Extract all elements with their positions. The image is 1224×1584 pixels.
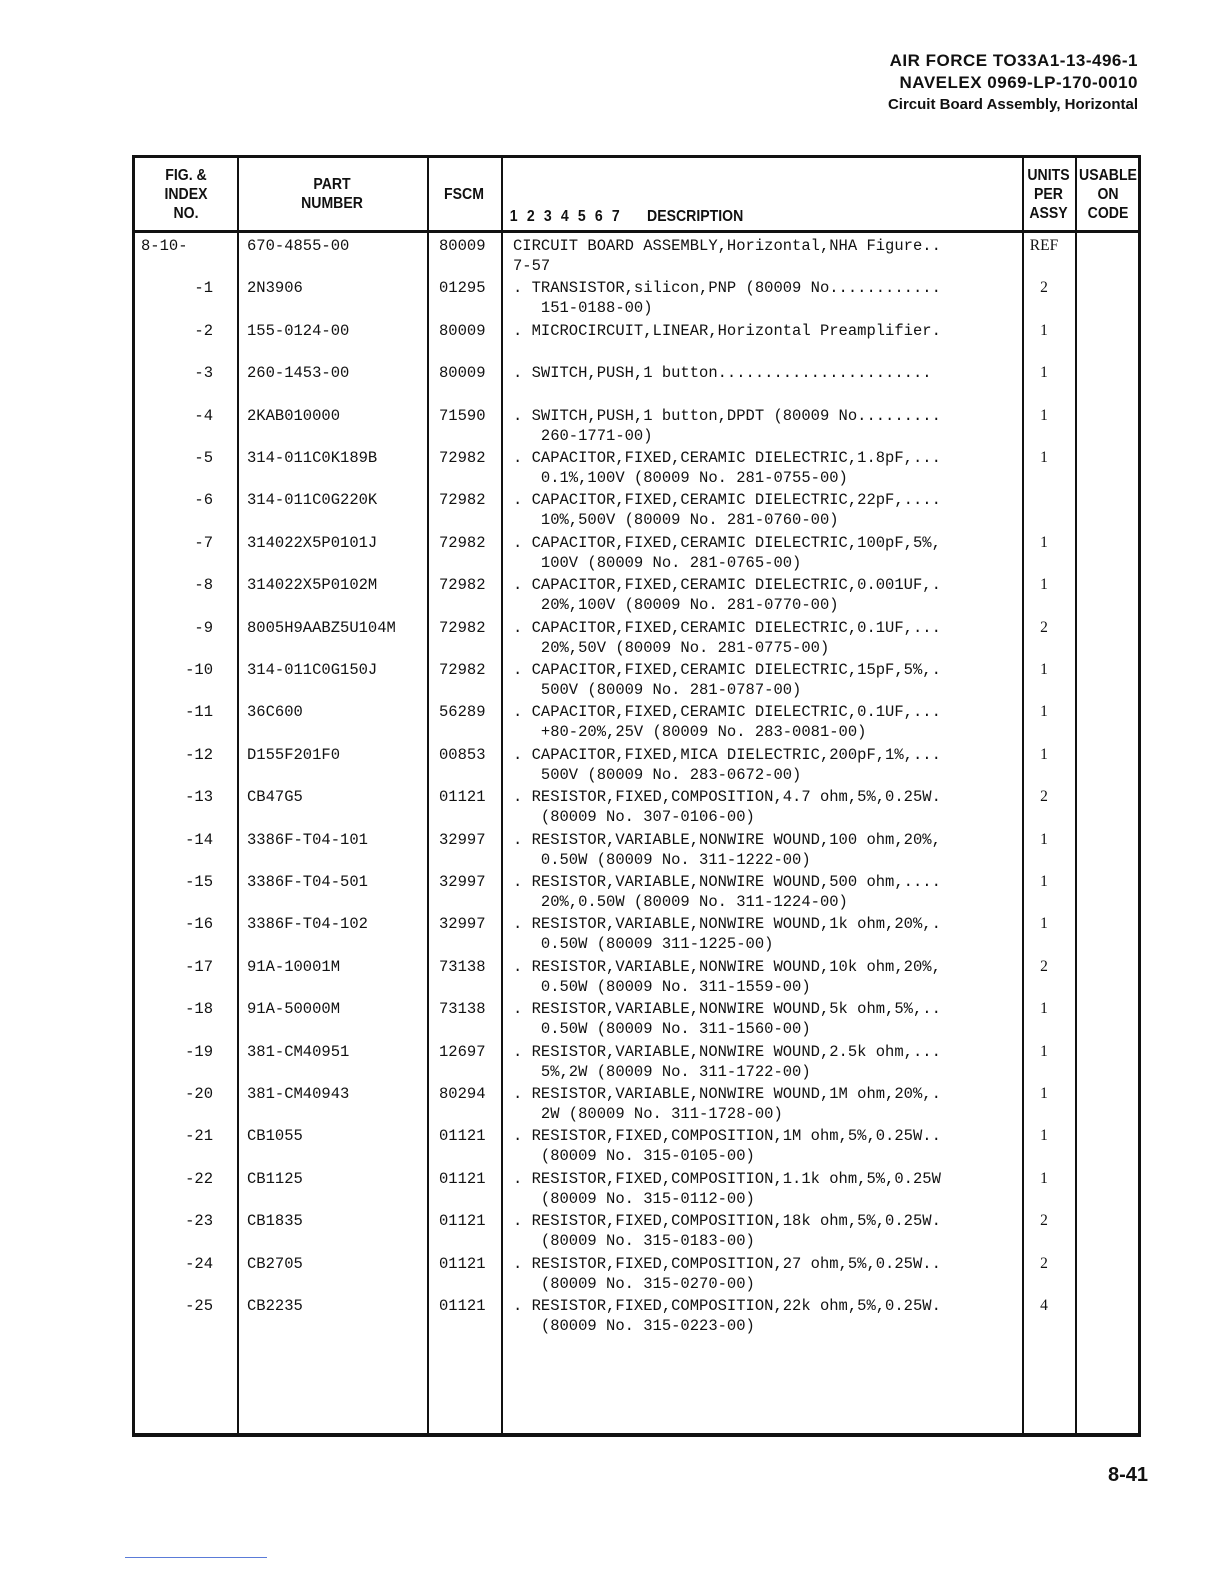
description [513,236,1013,276]
table-row [135,914,1138,956]
description-line: . TRANSISTOR,silicon,PNP (80009 No............ [513,279,941,298]
units-per-assy: 1 [1040,1000,1048,1018]
description [513,618,1013,658]
description [513,406,1013,446]
table-row [135,702,1138,744]
units-per-assy: REF [1029,237,1059,254]
description-line: 500V (80009 No. 281-0787-00) [513,681,802,699]
index-no: -22 [185,1169,213,1188]
part-number: 155-0124-00 [247,321,350,340]
description [513,321,1013,341]
description-line: 2W (80009 No. 311-1728-00) [513,1105,783,1123]
fscm-code: 72982 [439,491,486,510]
document-header [888,50,1138,116]
description-line: 0.50W (80009 No. 311-1559-00) [513,977,811,996]
units-per-assy: 1 [1040,449,1048,466]
description [513,1296,1013,1336]
description-line: . RESISTOR,VARIABLE,NONWIRE WOUND,10k ohm,20%, [513,957,941,976]
description-line: 20%,50V (80009 No. 281-0775-00) [513,638,830,657]
table-row [135,533,1138,575]
description-line: . RESISTOR,FIXED,COMPOSITION,27 ohm,5%,0.25W.. [513,1254,941,1273]
description-line: . CAPACITOR,FIXED,CERAMIC DIELECTRIC,0.1UF,... [513,618,941,637]
part-number: CB1125 [247,1169,303,1188]
col-part-line2: NUMBER [301,195,363,212]
table-row [135,660,1138,702]
description-line: . SWITCH,PUSH,1 button,DPDT (80009 No......... [513,406,941,425]
table-row [135,872,1138,914]
index-no: -23 [185,1212,213,1231]
fscm-code: 73138 [439,957,486,976]
units-per-assy: 4 [1040,1297,1048,1314]
col-units-line2: PER [1034,185,1063,203]
part-number: CB1055 [247,1127,303,1146]
col-part-line1: PART [313,176,351,193]
description-line: . RESISTOR,VARIABLE,NONWIRE WOUND,500 ohm,.... [513,873,941,891]
description-line: 151-0188-00) [513,299,653,318]
index-no: 8-10- [141,237,188,255]
part-number: 381-CM40951 [247,1042,350,1061]
header-line-1: AIR FORCE TO33A1-13-496-1 [889,51,1138,70]
index-no: -3 [194,364,213,383]
index-no: -4 [194,406,213,425]
description [513,872,1013,912]
description [513,448,1013,488]
page-number: 8-41 [1108,1464,1149,1486]
table-row [135,278,1138,320]
index-no: -25 [185,1297,213,1315]
part-number: CB2705 [247,1254,303,1273]
part-number: D155F201F0 [247,745,341,764]
description-line: . RESISTOR,VARIABLE,NONWIRE WOUND,1k ohm,20%,. [513,915,941,934]
part-number: 314-011C0G220K [247,491,378,510]
fscm-code: 72982 [439,661,486,679]
description [513,702,1013,742]
part-number: 3386F-T04-101 [247,830,368,849]
fscm-code: 01121 [439,1212,486,1231]
units-per-assy: 2 [1040,279,1048,297]
index-no: -10 [185,661,213,679]
description [513,957,1013,997]
units-per-assy: 1 [1040,1127,1048,1145]
description-line: 500V (80009 No. 283-0672-00) [513,765,802,784]
index-no: -19 [185,1042,213,1061]
table-row [135,406,1138,448]
fscm-code: 01121 [439,1169,486,1188]
index-no: -12 [185,745,213,764]
fscm-code: 56289 [439,703,486,722]
fscm-code: 32997 [439,830,486,849]
description-line: . CAPACITOR,FIXED,CERAMIC DIELECTRIC,100pF,5%, [513,533,941,552]
units-per-assy: 2 [1040,618,1048,636]
col-usable-line3: CODE [1087,204,1129,222]
table-row [135,236,1138,278]
description [513,745,1013,785]
description-line: . CAPACITOR,FIXED,CERAMIC DIELECTRIC,1.8pF,... [513,449,941,467]
description-line: (80009 No. 307-0106-00) [513,808,755,827]
description [513,575,1013,615]
units-per-assy: 2 [1040,957,1048,975]
part-number: 314-011C0G150J [247,661,378,679]
part-number: 260-1453-00 [247,364,350,383]
index-no: -2 [194,321,213,340]
units-per-assy: 2 [1040,1212,1048,1230]
description-line: 0.50W (80009 No. 311-1560-00) [513,1020,811,1039]
fscm-code: 80009 [439,237,486,255]
description [513,1126,1013,1166]
description-line: 10%,500V (80009 No. 281-0760-00) [513,511,839,530]
col-fig-line2: INDEX [164,185,208,203]
units-per-assy: 1 [1040,915,1048,933]
fscm-code: 01121 [439,1254,486,1273]
part-number: 314022X5P0101J [247,533,378,552]
fscm-code: 80009 [439,321,486,340]
description-line: CIRCUIT BOARD ASSEMBLY,Horizontal,NHA Figure.. [513,237,941,255]
col-part-number [248,158,415,230]
description-line: . RESISTOR,FIXED,COMPOSITION,22k ohm,5%,0.25W. [513,1297,941,1315]
index-no: -13 [185,788,213,807]
index-no: -17 [185,957,213,976]
table-row [135,1042,1138,1084]
part-number: 3386F-T04-102 [247,915,368,934]
description [513,1084,1013,1124]
description [513,278,1013,318]
header-rule [135,230,1138,233]
fscm-code: 73138 [439,1000,486,1019]
units-per-assy: 1 [1040,1042,1048,1060]
index-no: -14 [185,830,213,849]
fscm-code: 01121 [439,1297,486,1315]
units-per-assy: 1 [1040,1085,1048,1102]
description [513,363,1013,383]
part-number: 91A-50000M [247,1000,341,1019]
description-line: . RESISTOR,FIXED,COMPOSITION,1.1k ohm,5%,0.25W [513,1169,941,1188]
units-per-assy: 1 [1040,703,1048,721]
part-number: CB1835 [247,1212,303,1231]
col-indent-numbers: 1 2 3 4 5 6 7 [509,208,623,225]
description-line: 0.50W (80009 311-1225-00) [513,935,774,954]
index-no: -15 [185,873,213,891]
col-usable-line2: ON [1097,185,1119,203]
parts-table [132,155,1141,1437]
table-row [135,1169,1138,1211]
col-usable-line1: USABLE [1079,166,1137,184]
table-row [135,363,1138,405]
table-row [135,957,1138,999]
index-no: -5 [194,449,213,467]
header-line-3: Circuit Board Assembly, Horizontal [887,96,1138,113]
description [513,787,1013,827]
description [513,914,1013,954]
part-number: 3386F-T04-501 [247,873,368,891]
description-line: (80009 No. 315-0112-00) [513,1189,755,1208]
units-per-assy: 1 [1040,745,1048,763]
index-no: -11 [185,703,213,722]
table-row [135,1126,1138,1168]
description-line: (80009 No. 315-0223-00) [513,1317,755,1335]
part-number: 314022X5P0102M [247,576,378,595]
fscm-code: 12697 [439,1042,486,1061]
description [513,533,1013,573]
part-number: 381-CM40943 [247,1085,350,1103]
col-fig-index [141,158,231,230]
index-no: -24 [185,1254,213,1273]
units-per-assy: 2 [1040,1254,1048,1272]
description-line: 20%,100V (80009 No. 281-0770-00) [513,596,839,615]
fscm-code: 80294 [439,1085,486,1103]
units-per-assy: 1 [1040,830,1048,848]
part-number: 2KAB010000 [247,406,341,425]
description-line: . CAPACITOR,FIXED,CERAMIC DIELECTRIC,0.001UF,. [513,576,941,595]
col-fig-line1: FIG. & [165,166,207,184]
index-no: -9 [194,618,213,637]
footer-rule [125,1557,267,1558]
description-line: (80009 No. 315-0270-00) [513,1274,755,1293]
index-no: -7 [194,533,213,552]
fscm-code: 32997 [439,915,486,934]
description [513,1254,1013,1294]
col-fscm-label: FSCM [444,185,484,203]
col-units-line3: ASSY [1029,204,1068,222]
fscm-code: 72982 [439,618,486,637]
part-number: 314-011C0K189B [247,449,378,467]
fscm-code: 00853 [439,745,486,764]
units-per-assy: 1 [1040,321,1048,339]
description-line: . RESISTOR,FIXED,COMPOSITION,18k ohm,5%,0.25W. [513,1212,941,1231]
table-row [135,575,1138,617]
description-line: . RESISTOR,VARIABLE,NONWIRE WOUND,5k ohm,5%,.. [513,1000,941,1019]
description-line: . CAPACITOR,FIXED,MICA DIELECTRIC,200pF,1%,... [513,745,941,764]
index-no: -6 [194,491,213,510]
description-line: 0.50W (80009 No. 311-1222-00) [513,850,811,869]
description [513,660,1013,700]
description-line: . CAPACITOR,FIXED,CERAMIC DIELECTRIC,0.1UF,... [513,703,941,722]
table-row [135,999,1138,1041]
part-number: CB47G5 [247,788,303,807]
table-row [135,787,1138,829]
description-line: 0.1%,100V (80009 No. 281-0755-00) [513,469,848,487]
description-line: 5%,2W (80009 No. 311-1722-00) [513,1062,811,1081]
index-no: -8 [194,576,213,595]
description [513,490,1013,530]
table-row [135,1211,1138,1253]
part-number: CB2235 [247,1297,303,1315]
units-per-assy: 1 [1040,576,1048,594]
description-line: +80-20%,25V (80009 No. 283-0081-00) [513,723,867,742]
table-row [135,321,1138,363]
index-no: -16 [185,915,213,934]
col-description [501,158,959,230]
units-per-assy: 1 [1040,1169,1048,1187]
table-row [135,1084,1138,1126]
index-no: -21 [185,1127,213,1146]
part-number: 91A-10001M [247,957,341,976]
description-line: 7-57 [513,257,551,275]
fscm-code: 72982 [439,533,486,552]
table-row [135,830,1138,872]
units-per-assy: 1 [1040,661,1048,678]
description-line: . RESISTOR,VARIABLE,NONWIRE WOUND,2.5k ohm,... [513,1042,941,1061]
fscm-code: 72982 [439,449,486,467]
table-row [135,448,1138,490]
units-per-assy: 2 [1040,788,1048,806]
table-row [135,745,1138,787]
description-line: (80009 No. 315-0183-00) [513,1232,755,1251]
description-line: . CAPACITOR,FIXED,CERAMIC DIELECTRIC,22pF,.... [513,491,941,510]
description-line: . CAPACITOR,FIXED,CERAMIC DIELECTRIC,15pF,5%,. [513,661,941,679]
col-usable [1079,158,1137,230]
index-no: -18 [185,1000,213,1019]
table-row [135,1254,1138,1296]
description [513,999,1013,1039]
header-line-2: NAVELEX 0969-LP-170-0010 [899,73,1138,92]
description-line: . RESISTOR,FIXED,COMPOSITION,1M ohm,5%,0.25W.. [513,1127,941,1146]
description-line: . RESISTOR,FIXED,COMPOSITION,4.7 ohm,5%,0.25W. [513,788,941,807]
part-number: 2N3906 [247,279,303,298]
description-line: 20%,0.50W (80009 No. 311-1224-00) [513,893,848,911]
col-fig-line3: NO. [173,204,199,222]
table-row [135,1296,1138,1338]
units-per-assy: 1 [1040,364,1048,382]
index-no: -20 [185,1085,213,1103]
description-line: . SWITCH,PUSH,1 button....................... [513,364,932,383]
col-fscm [431,158,496,230]
description [513,1042,1013,1082]
col-units [1025,158,1072,230]
fscm-code: 72982 [439,576,486,595]
description [513,1169,1013,1209]
description-line: . RESISTOR,VARIABLE,NONWIRE WOUND,1M ohm,20%,. [513,1085,941,1103]
part-number: 670-4855-00 [247,237,350,255]
description-line: . RESISTOR,VARIABLE,NONWIRE WOUND,100 ohm,20%, [513,830,941,849]
description-line: . MICROCIRCUIT,LINEAR,Horizontal Preamplifier. [513,321,941,340]
col-description-label: DESCRIPTION [647,208,744,225]
units-per-assy: 1 [1040,873,1048,890]
description-line: 260-1771-00) [513,426,653,445]
units-per-assy: 1 [1040,406,1048,424]
table-row [135,618,1138,660]
part-number: 36C600 [247,703,303,722]
col-units-line1: UNITS [1027,166,1070,184]
index-no: -1 [194,279,213,298]
fscm-code: 01295 [439,279,486,298]
description-line: (80009 No. 315-0105-00) [513,1147,755,1166]
part-number: 8005H9AABZ5U104M [247,618,396,637]
table-row [135,490,1138,532]
fscm-code: 32997 [439,873,486,891]
description [513,830,1013,870]
description [513,1211,1013,1251]
fscm-code: 71590 [439,406,486,425]
fscm-code: 01121 [439,1127,486,1146]
fscm-code: 01121 [439,788,486,807]
fscm-code: 80009 [439,364,486,383]
units-per-assy: 1 [1040,533,1048,551]
description-line: 100V (80009 No. 281-0765-00) [513,553,802,572]
